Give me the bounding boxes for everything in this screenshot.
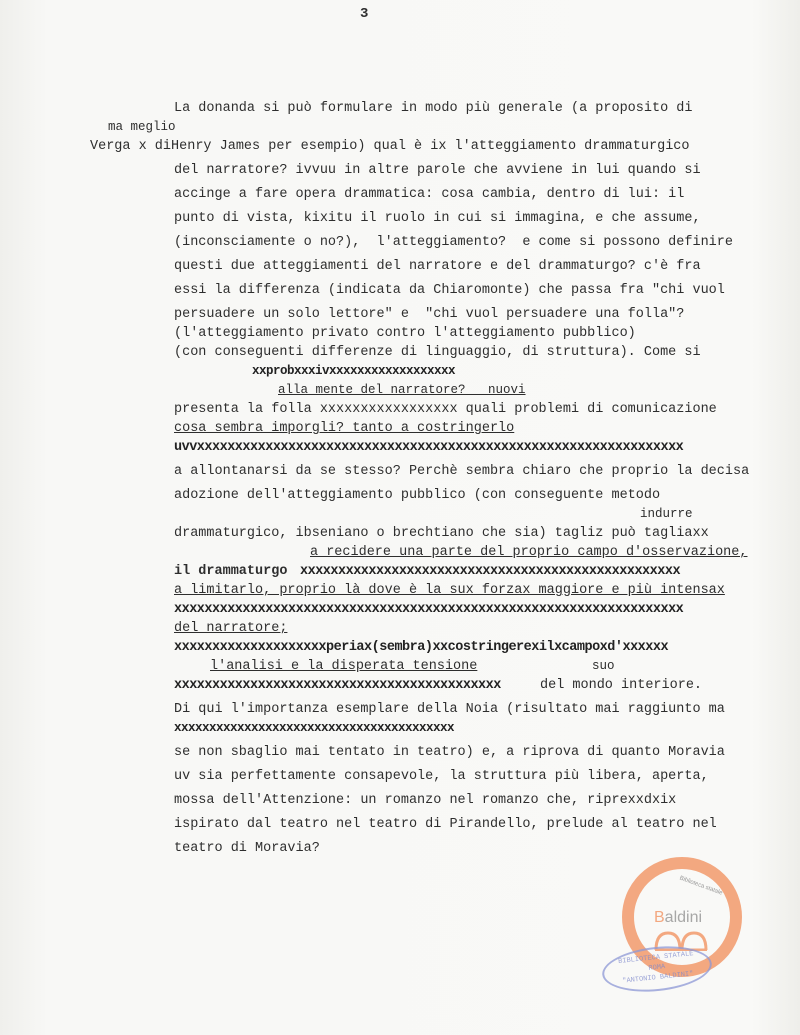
stamp-line: "ANTONIO BALDINI" bbox=[621, 970, 694, 986]
text-line: ispirato dal teatro nel teatro di Pirandello, prelude al teatro nel bbox=[174, 817, 717, 832]
text-line: se non sbaglio mai tentato in teatro) e, a riprova di quanto Moravia bbox=[174, 745, 725, 760]
text-line: punto di vista, kixitu il ruolo in cui si immagina, e che assume, bbox=[174, 211, 701, 226]
text-line: La donanda si può formulare in modo più generale (a proposito di bbox=[174, 101, 693, 116]
text-line: a allontanarsi da se stesso? Perchè sembra chiaro che proprio la decisa bbox=[174, 464, 750, 479]
text-line: del narratore; bbox=[174, 621, 288, 636]
logo-initial: B bbox=[654, 909, 665, 926]
struck-text: xxxxxxxxxxxxxxxxxxxxxxxxxxxxxxxxxxxxxxxxxxxxxxxxxxxxxxxxxxxxxxxxxxx bbox=[174, 602, 684, 617]
text-line: a limitarlo, proprio là dove è la sux forzax maggiore e più intensax bbox=[174, 583, 725, 598]
text-line: uv sia perfettamente consapevole, la struttura più libera, aperta, bbox=[174, 769, 709, 784]
logo-small-text: Biblioteca statale bbox=[678, 875, 724, 897]
page-number: 3 bbox=[360, 6, 369, 22]
text-line: essi la differenza (indicata da Chiaromonte) che passa fra "chi vuol bbox=[174, 283, 725, 298]
text-insertion: l'analisi e la disperata tensione bbox=[210, 659, 478, 674]
text-line: drammaturgico, ibseniano o brechtiano che sia) tagliz può tagliaxx bbox=[174, 526, 709, 541]
text-line: presenta la folla xxxxxxxxxxxxxxxxx quali problemi di comunicazione bbox=[174, 402, 717, 417]
text-line: questi due atteggiamenti del narratore e del drammaturgo? c'è fra bbox=[174, 259, 701, 274]
logo-name-rest: aldini bbox=[664, 909, 703, 926]
document-body bbox=[0, 100, 800, 859]
text-line: (inconsciamente o no?), l'atteggiamento? e come si possono definire bbox=[174, 235, 733, 250]
struck-text: uvvxxxxxxxxxxxxxxxxxxxxxxxxxxxxxxxxxxxxxxxxxxxxxxxxxxxxxxxxxxxxxxxx bbox=[174, 440, 684, 455]
text-line: accinge a fare opera drammatica: cosa cambia, dentro di lui: il bbox=[174, 187, 685, 202]
text-line: cosa sembra imporgli? tanto a costringerlo bbox=[174, 421, 515, 436]
text-line: Di qui l'importanza esemplare della Noia (risultato mai raggiunto ma bbox=[174, 702, 725, 717]
text-line: (con conseguenti differenze di linguaggio, di struttura). Come si bbox=[174, 345, 701, 360]
text-line: il drammaturgo bbox=[174, 564, 288, 579]
text-insertion: alla mente del narratore? nuovi bbox=[278, 383, 526, 397]
logo-name bbox=[654, 909, 702, 927]
handwritten-insertion: ma meglio bbox=[108, 120, 176, 134]
text-line: adozione dell'atteggiamento pubblico (con conseguente metodo bbox=[174, 488, 661, 503]
library-stamp bbox=[600, 941, 714, 996]
struck-text: xxxxxxxxxxxxxxxxxxxxxxxxxxxxxxxxxxxxxxxxxxx bbox=[174, 678, 501, 693]
stamp-line: BIBLIOTECA STATALE bbox=[617, 950, 694, 966]
text-insertion: a recidere una parte del proprio campo d'osservazione, bbox=[310, 545, 748, 560]
struck-text: xxxxxxxxxxxxxxxxxxxxxxxxxxxxxxxxxxxxxxxxxxxxxxxxxx bbox=[300, 564, 681, 579]
text-line: persuadere un solo lettore" e "chi vuol persuadere una folla"? bbox=[174, 307, 685, 322]
text-line: del narratore? ivvuu in altre parole che avviene in lui quando si bbox=[174, 163, 701, 178]
text-line: (l'atteggiamento privato contro l'atteggiamento pubblico) bbox=[174, 326, 636, 341]
text-line: mossa dell'Attenzione: un romanzo nel romanzo che, riprexxdxix bbox=[174, 793, 677, 808]
struck-text: xxprobxxxivxxxxxxxxxxxxxxxxxx bbox=[252, 364, 456, 378]
text-insertion: suo bbox=[592, 659, 615, 673]
text-line: teatro di Moravia? bbox=[174, 841, 320, 856]
text-line: del mondo interiore. bbox=[540, 678, 703, 693]
text-line: Verga x diHenry James per esempio) qual è ix l'atteggiamento drammaturgico bbox=[90, 139, 690, 154]
text-insertion: indurre bbox=[640, 507, 693, 521]
struck-text: xxxxxxxxxxxxxxxxxxxxperiax(sembra)xxcostringerexilxcampoxd'xxxxxx bbox=[174, 640, 669, 655]
struck-text: xxxxxxxxxxxxxxxxxxxxxxxxxxxxxxxxxxxxxxxx bbox=[174, 721, 455, 735]
stamp-line: ROMA bbox=[648, 963, 666, 973]
